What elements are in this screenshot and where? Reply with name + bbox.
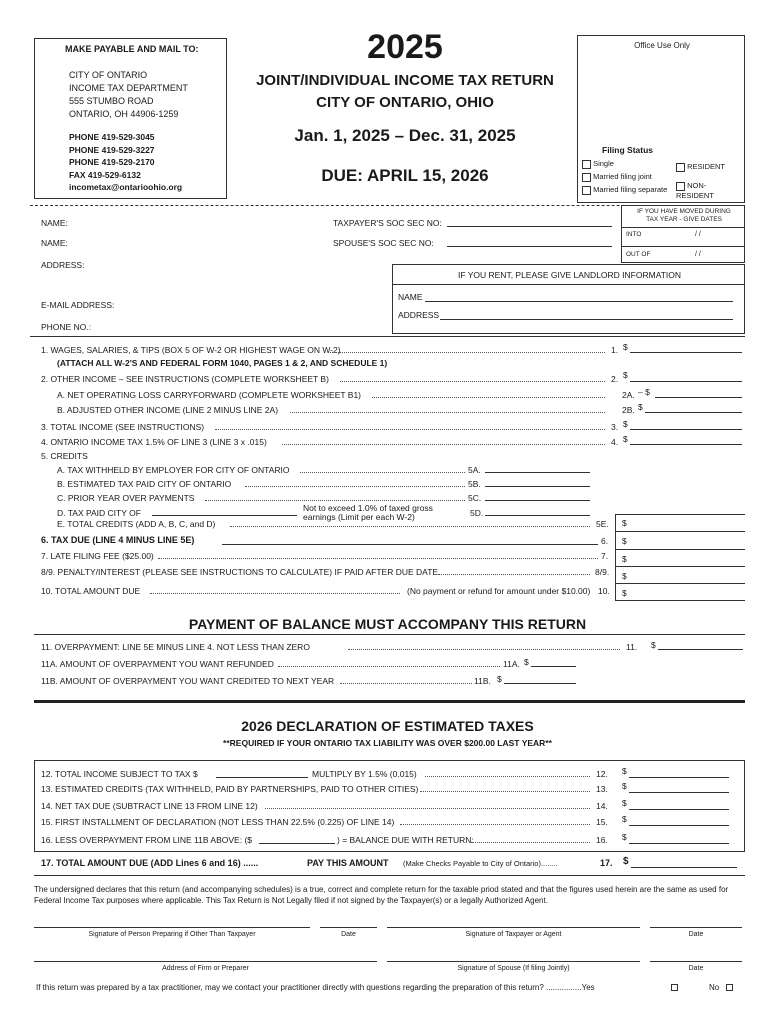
- line-16-field[interactable]: [629, 843, 729, 844]
- spouse-signature-label: Signature of Spouse (If filing Jointly): [457, 965, 570, 972]
- spouse-date-field[interactable]: [650, 961, 742, 962]
- line-17-pay: PAY THIS AMOUNT: [307, 858, 389, 868]
- line-10-note: (No payment or refund for amount under $10.00): [407, 586, 591, 596]
- line-11b-dollar: $: [497, 674, 502, 684]
- line-2-label: 2. OTHER INCOME – SEE INSTRUCTIONS (COMPLETE WORKSHEET B): [41, 374, 329, 384]
- line-2a-field[interactable]: [655, 397, 742, 398]
- line-11b-num: 11B.: [474, 676, 491, 686]
- contact-no-label: No: [709, 983, 720, 992]
- filing-option-label: Married filing joint: [593, 172, 652, 181]
- line-89-label: 8/9. PENALTY/INTEREST (PLEASE SEE INSTRUCTIONS TO CALCULATE) IF PAID AFTER DUE DATE: [41, 567, 439, 577]
- line-12-label: 12. TOTAL INCOME SUBJECT TO TAX $: [41, 769, 198, 779]
- line-13-dollar: $: [622, 781, 627, 791]
- line-14-num: 14.: [596, 801, 608, 811]
- line-12-dollar: $: [622, 766, 627, 776]
- line-6-dollar: $: [622, 536, 627, 546]
- line-14-field[interactable]: [629, 809, 729, 810]
- phone-line: PHONE 419-529-3045: [69, 132, 155, 142]
- mail-label: MAKE PAYABLE AND MAIL TO:: [65, 44, 199, 54]
- line-4-label: 4. ONTARIO INCOME TAX 1.5% OF LINE 3 (LINE 3 x .015): [41, 437, 267, 447]
- landlord-address-field[interactable]: [440, 319, 733, 320]
- preparer-date-field[interactable]: [320, 927, 377, 928]
- taxpayer-date-field[interactable]: [650, 927, 742, 928]
- line-3-label: 3. TOTAL INCOME (SEE INSTRUCTIONS): [41, 422, 205, 432]
- line-11a-label: 11A. AMOUNT OF OVERPAYMENT YOU WANT REFUNDED: [41, 659, 274, 669]
- line-2b-label: B. ADJUSTED OTHER INCOME (LINE 2 MINUS LINE 2A): [57, 405, 279, 415]
- filing-option-label: Married filing separate: [593, 185, 668, 194]
- taxpayer-ssn-label: TAXPAYER'S SOC SEC NO:: [333, 218, 442, 228]
- line-2a-label: A. NET OPERATING LOSS CARRYFORWARD (COMPLETE WORKSHEET B1): [57, 390, 362, 400]
- resident-label: RESIDENT: [687, 162, 726, 171]
- line-10-num: 10.: [598, 586, 610, 596]
- name2-label: NAME:: [41, 238, 68, 248]
- line-7-label: 7. LATE FILING FEE ($25.00): [41, 551, 154, 561]
- email-line: incometax@ontarioohio.org: [69, 182, 183, 192]
- line-11a-field[interactable]: [531, 666, 576, 667]
- line-2-num: 2.: [611, 374, 619, 384]
- line-14-label: 14. NET TAX DUE (SUBTRACT LINE 13 FROM LINE 12): [41, 801, 258, 811]
- landlord-title: IF YOU RENT, PLEASE GIVE LANDLORD INFORMATION: [457, 270, 682, 280]
- line-14-dollar: $: [622, 798, 627, 808]
- line-4-num: 4.: [611, 437, 619, 447]
- line-5d-city-field[interactable]: [152, 515, 297, 516]
- spouse-ssn-label: SPOUSE'S SOC SEC NO:: [333, 238, 434, 248]
- line-17-field[interactable]: [631, 867, 737, 868]
- line-5a-num: 5A.: [468, 465, 481, 475]
- line-16-num: 16.: [596, 835, 608, 845]
- line-5c-field[interactable]: [485, 500, 590, 501]
- landlord-name-label: NAME: [398, 292, 423, 302]
- contact-yes-checkbox[interactable]: [671, 984, 678, 991]
- line-5d-note-line: Not to exceed 1.0% of taxed gross: [303, 503, 433, 513]
- non-resident-option[interactable]: [676, 181, 744, 200]
- line-5e-label: E. TOTAL CREDITS (ADD A, B, C, and D): [57, 519, 216, 529]
- moved-box: [621, 205, 745, 263]
- mail-to-box: [34, 38, 227, 199]
- line-5b-num: 5B.: [468, 479, 481, 489]
- line-12-field[interactable]: [629, 777, 729, 778]
- line-4-dollar: $: [623, 434, 628, 444]
- line-11a-num: 11A.: [503, 659, 520, 669]
- line-13-num: 13.: [596, 784, 608, 794]
- address-line: ONTARIO, OH 44906-1259: [69, 109, 179, 119]
- line-1-dollar: $: [623, 342, 628, 352]
- thick-divider: [34, 700, 745, 703]
- form-title: JOINT/INDIVIDUAL INCOME TAX RETURN: [256, 72, 554, 89]
- line-11-num: 11.: [626, 642, 638, 652]
- line-15-field[interactable]: [629, 825, 729, 826]
- line-7-dollar: $: [622, 554, 627, 564]
- contact-phones: [69, 131, 182, 194]
- date-label: Date: [688, 965, 704, 972]
- line-2-dollar: $: [623, 370, 628, 380]
- date-label: Date: [688, 931, 704, 938]
- line-5a-field[interactable]: [485, 472, 590, 473]
- filing-option-separate[interactable]: [582, 185, 667, 195]
- line-10-dollar: $: [622, 588, 627, 598]
- phone-line: PHONE 419-529-2170: [69, 157, 155, 167]
- line-12-income-field[interactable]: [216, 777, 308, 778]
- line-3-field[interactable]: [630, 429, 742, 430]
- line-5b-label: B. ESTIMATED TAX PAID CITY OF ONTARIO: [57, 479, 232, 489]
- non-resident-label: NON-RESIDENT: [676, 181, 714, 200]
- line-2b-num: 2B.: [622, 405, 635, 415]
- office-use-box: [577, 35, 745, 203]
- address-line: 555 STUMBO ROAD: [69, 96, 154, 106]
- line-12-mult: MULTIPLY BY 1.5% (0.015): [312, 769, 417, 779]
- landlord-name-field[interactable]: [425, 301, 733, 302]
- form-subtitle: CITY OF ONTARIO, OHIO: [316, 94, 494, 111]
- line-16-dollar: $: [622, 832, 627, 842]
- line-10-label: 10. TOTAL AMOUNT DUE: [41, 586, 141, 596]
- out-of-dates: / /: [695, 251, 701, 258]
- line-6-label: 6. TAX DUE (LINE 4 MINUS LINE 5E): [41, 535, 195, 545]
- line-5-label: 5. CREDITS: [41, 451, 88, 461]
- line-3-dollar: $: [623, 419, 628, 429]
- line-89-dollar: $: [622, 571, 627, 581]
- line-13-label: 13. ESTIMATED CREDITS (TAX WITHHELD, PAID BY PARTNERSHIPS, PAID TO OTHER CITIES): [41, 784, 419, 794]
- line-11-label: 11. OVERPAYMENT: LINE 5E MINUS LINE 4. NOT LESS THAN ZERO: [41, 642, 310, 652]
- preparer-signature-field[interactable]: [34, 927, 310, 928]
- line-2a-num: 2A.: [622, 390, 635, 400]
- filing-status-title: Filing Status: [602, 145, 653, 155]
- fax-line: FAX 419-529-6132: [69, 169, 141, 180]
- address-line: CITY OF ONTARIO: [69, 70, 148, 80]
- phone-label: PHONE NO.:: [41, 322, 92, 332]
- landlord-box: [392, 264, 745, 334]
- line-16-mid: ) = BALANCE DUE WITH RETURN:: [337, 835, 474, 845]
- taxpayer-signature-label: Signature of Taxpayer or Agent: [465, 931, 562, 938]
- tax-period: Jan. 1, 2025 – Dec. 31, 2025: [294, 126, 516, 145]
- phone-line: PHONE 419-529-3227: [69, 144, 155, 155]
- line-11-field[interactable]: [658, 649, 743, 650]
- estimated-title: 2026 DECLARATION OF ESTIMATED TAXES: [241, 718, 534, 734]
- preparer-signature-label: Signature of Person Preparing if Other Than Taxpayer: [88, 931, 256, 938]
- line-2b-field[interactable]: [645, 412, 742, 413]
- line-17-note: (Make Checks Payable to City of Ontario)........: [403, 859, 558, 868]
- date-label: Date: [341, 931, 356, 938]
- payment-title: PAYMENT OF BALANCE MUST ACCOMPANY THIS RETURN: [188, 616, 587, 632]
- into-dates: / /: [695, 231, 701, 238]
- taxpayer-ssn-field[interactable]: [447, 226, 612, 227]
- line-15-dollar: $: [622, 814, 627, 824]
- contact-no-checkbox[interactable]: [726, 984, 733, 991]
- line-15-label: 15. FIRST INSTALLMENT OF DECLARATION (NOT LESS THAN 22.5% (0.225) OF LINE 14): [41, 817, 395, 827]
- out-of-label: OUT OF: [626, 251, 651, 258]
- declaration-text: The undersigned declares that this return (and accompanying schedules) is a true, correct and complete return for the taxable priod stated and that the figures used herein are the same as used for Federal Income Tax purposes where applicable. This Tax Return is Not Legally filed if not signed by the Taxpayer(s) or a legally Authorized Agent.: [34, 885, 729, 905]
- taxpayer-signature-field[interactable]: [387, 927, 640, 928]
- into-label: INTO: [626, 231, 642, 238]
- line-5d-note-line: earnings (Limit per each W-2): [303, 512, 415, 522]
- landlord-address-label: ADDRESS: [398, 310, 440, 320]
- address-line: INCOME TAX DEPARTMENT: [69, 83, 188, 93]
- line-13-field[interactable]: [629, 792, 729, 793]
- filing-option-single[interactable]: [582, 159, 614, 169]
- resident-option[interactable]: [676, 162, 725, 172]
- line-1-field[interactable]: [630, 352, 742, 353]
- line-5b-field[interactable]: [485, 486, 590, 487]
- line-5d-label: D. TAX PAID CITY OF: [57, 508, 141, 518]
- line-6-num: 6.: [601, 536, 609, 546]
- line-5e-num: 5E.: [596, 519, 609, 529]
- address-label: ADDRESS:: [41, 260, 85, 270]
- line-16-overpay-field[interactable]: [259, 843, 335, 844]
- line-2b-dollar: $: [638, 402, 643, 412]
- line-16-label: 16. LESS OVERPAYMENT FROM LINE 11B ABOVE: ($: [41, 835, 252, 845]
- firm-address-field[interactable]: [34, 961, 377, 962]
- spouse-ssn-field[interactable]: [447, 246, 612, 247]
- name-label: NAME:: [41, 218, 68, 228]
- filing-option-label: Single: [593, 159, 614, 168]
- line-3-num: 3.: [611, 422, 619, 432]
- line-5d-num: 5D.: [470, 508, 484, 518]
- line-11b-field[interactable]: [504, 683, 576, 684]
- line-2-field[interactable]: [630, 381, 742, 382]
- line-17-label: 17. TOTAL AMOUNT DUE (ADD Lines 6 and 16) ......: [41, 858, 259, 868]
- line-4-field[interactable]: [630, 444, 742, 445]
- line-5c-label: C. PRIOR YEAR OVER PAYMENTS: [57, 493, 195, 503]
- line-17-num: 17.: [600, 858, 613, 868]
- line-15-num: 15.: [596, 817, 608, 827]
- line-1-note: (ATTACH ALL W-2'S AND FEDERAL FORM 1040, PAGES 1 & 2, AND SCHEDULE 1): [57, 358, 388, 368]
- line-5c-num: 5C.: [468, 493, 482, 503]
- line-5a-label: A. TAX WITHHELD BY EMPLOYER FOR CITY OF ONTARIO: [57, 465, 290, 475]
- line-89-num: 8/9.: [595, 567, 610, 577]
- firm-address-label: Address of Firm or Preparer: [162, 965, 249, 972]
- filing-option-joint[interactable]: [582, 172, 652, 182]
- due-date: DUE: APRIL 15, 2026: [321, 166, 489, 185]
- moved-note: IF YOU HAVE MOVED DURING TAX YEAR - GIVE DATES: [637, 208, 731, 223]
- line-7-num: 7.: [601, 551, 609, 561]
- office-use-label: Office Use Only: [634, 41, 690, 50]
- line-5d-field[interactable]: [485, 515, 590, 516]
- mail-address: [69, 69, 188, 121]
- line-11-dollar: $: [651, 640, 656, 650]
- tax-due-box: [615, 514, 745, 600]
- spouse-signature-field[interactable]: [387, 961, 640, 962]
- line-17-dollar: $: [623, 856, 629, 867]
- line-1-label: 1. WAGES, SALARIES, & TIPS (BOX 5 OF W-2 OR HIGHEST WAGE ON W-2): [41, 345, 341, 355]
- line-11a-dollar: $: [524, 657, 529, 667]
- section-divider: [30, 336, 745, 337]
- line-5d-note: [303, 504, 433, 522]
- line-5e-dollar: $: [622, 518, 627, 528]
- line-12-num: 12.: [596, 769, 608, 779]
- contact-question: If this return was prepared by a tax practitioner, may we contact your practitioner directly with questions regarding the preparation of this return? ................Yes: [36, 983, 595, 992]
- email-label: E-MAIL ADDRESS:: [41, 300, 115, 310]
- line-1-num: 1.: [611, 345, 619, 355]
- line-11b-label: 11B. AMOUNT OF OVERPAYMENT YOU WANT CREDITED TO NEXT YEAR: [41, 676, 335, 686]
- form-year: 2025: [367, 28, 443, 66]
- estimated-subtitle: **REQUIRED IF YOUR ONTARIO TAX LIABILITY WAS OVER $200.00 LAST YEAR**: [223, 738, 552, 748]
- line-2a-minus: – $: [638, 387, 650, 397]
